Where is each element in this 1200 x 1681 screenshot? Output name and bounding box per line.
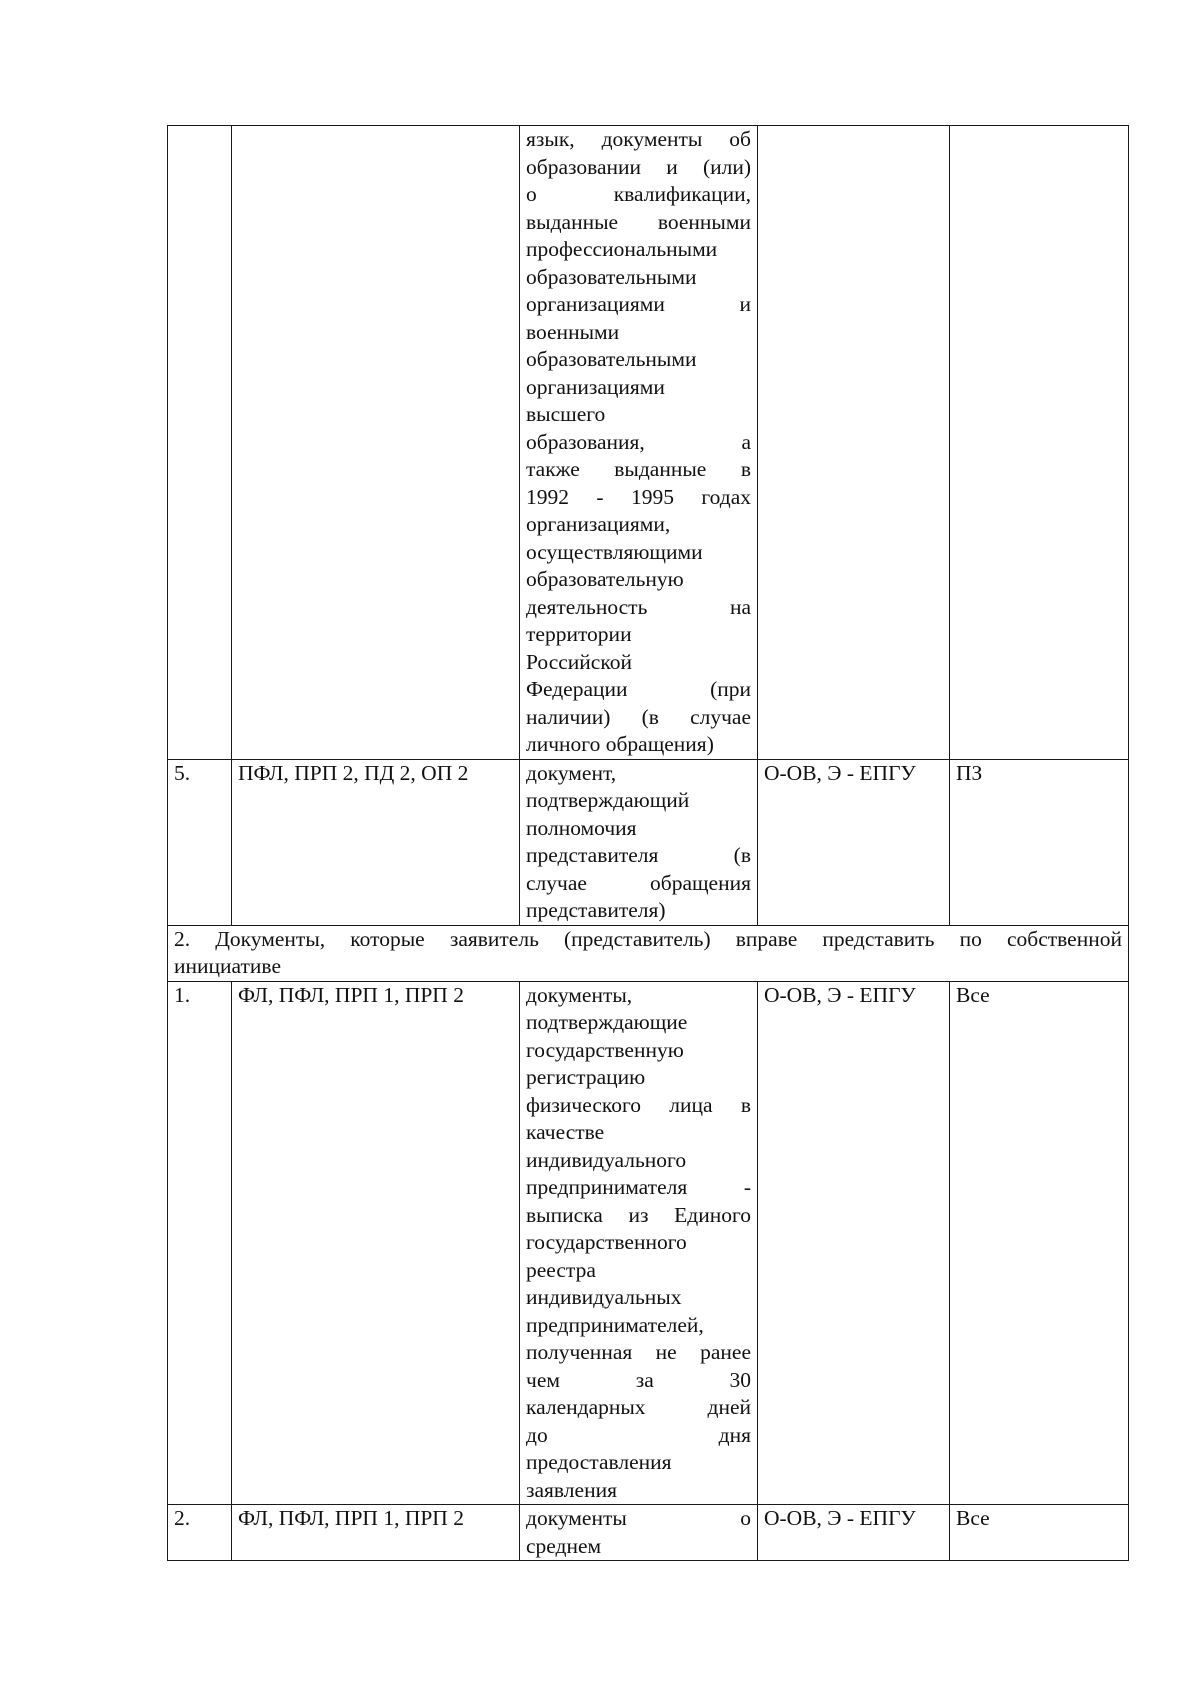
description-line: организациями и <box>526 292 751 316</box>
description-line: календарных дней <box>526 1395 751 1419</box>
description-line: реестра <box>526 1257 596 1282</box>
document-description-cell <box>520 759 758 925</box>
description-line: 1992 - 1995 годах <box>526 484 751 509</box>
table-row <box>168 1505 1129 1561</box>
row-number-cell: 1. <box>168 981 232 1505</box>
description-line: заявления <box>526 1477 617 1502</box>
description-line: чем за 30 <box>526 1367 751 1392</box>
description-line: Российской <box>526 649 632 674</box>
submission-method-cell: О-ОВ, Э - ЕПГУ <box>758 1505 950 1561</box>
description-line: образования, а <box>526 429 751 454</box>
row-number-cell: 2. <box>168 1505 232 1561</box>
applicability-cell: Все <box>950 1505 1129 1561</box>
description-line: подтверждающий <box>526 788 690 812</box>
description-line: полномочия <box>526 815 637 840</box>
description-line: качестве <box>526 1120 605 1144</box>
description-line: организациями, <box>526 512 671 536</box>
description-line: профессиональными <box>526 237 718 261</box>
description-line: осуществляющими <box>526 539 703 564</box>
section-header-row <box>168 925 1129 981</box>
applicant-categories-cell: ФЛ, ПФЛ, ПРП 1, ПРП 2 <box>232 1505 520 1561</box>
description-line: образовательными <box>526 347 697 371</box>
description-line: предпринимателей, <box>526 1312 704 1337</box>
description-line: документы, <box>526 982 633 1007</box>
description-line: выписка из Единого <box>526 1202 751 1227</box>
section-2-heading <box>168 925 1129 981</box>
description-line: индивидуального <box>526 1147 687 1172</box>
submission-method-cell: О-ОВ, Э - ЕПГУ <box>758 759 950 925</box>
description-line: до дня <box>526 1422 751 1447</box>
description-line: физического лица в <box>526 1092 751 1117</box>
description-line: язык, документы об <box>526 127 751 151</box>
document-description-cell <box>520 126 758 760</box>
description-line: военными <box>526 319 620 344</box>
description-line: представителя) <box>526 898 666 922</box>
description-line: организациями <box>526 374 665 399</box>
section-2-heading-line-2: инициативе <box>174 954 281 978</box>
description-line: о квалификации, <box>526 182 751 206</box>
description-line: образовательную <box>526 567 684 591</box>
applicant-categories-cell: ФЛ, ПФЛ, ПРП 1, ПРП 2 <box>232 981 520 1505</box>
row-number-cell <box>168 126 232 760</box>
description-line: подтверждающие <box>526 1010 688 1034</box>
description-line: случае обращения <box>526 870 751 895</box>
applicability-cell: Все <box>950 981 1129 1505</box>
description-line: территории <box>526 622 632 646</box>
document-description-cell <box>520 981 758 1505</box>
description-line: высшего <box>526 402 606 426</box>
submission-method-cell: О-ОВ, Э - ЕПГУ <box>758 981 950 1505</box>
documents-table-body <box>168 126 1129 1561</box>
description-line: деятельность на <box>526 594 751 619</box>
applicability-cell <box>950 126 1129 760</box>
applicant-categories-cell <box>232 126 520 760</box>
table-row <box>168 759 1129 925</box>
description-line: личного обращения) <box>526 732 714 756</box>
description-line: выданные военными <box>526 209 751 234</box>
description-line: также выданные в <box>526 457 751 481</box>
description-line: представителя (в <box>526 843 751 867</box>
section-2-heading-line-1: 2. Документы, которые заявитель (представитель) вправе представить по собственной <box>174 926 1122 951</box>
description-line: регистрацию <box>526 1065 646 1089</box>
row-number-cell: 5. <box>168 759 232 925</box>
table-row <box>168 126 1129 760</box>
description-line: среднем <box>526 1533 602 1558</box>
documents-table <box>167 125 1129 1561</box>
description-line: образовании и (или) <box>526 154 751 179</box>
description-line: полученная не ранее <box>526 1340 751 1364</box>
description-line: предоставления <box>526 1450 672 1474</box>
description-line: Федерации (при <box>526 677 751 701</box>
description-line: индивидуальных <box>526 1285 682 1309</box>
submission-method-cell <box>758 126 950 760</box>
description-line: наличии) (в случае <box>526 704 751 729</box>
applicability-cell: ПЗ <box>950 759 1129 925</box>
description-line: документы о <box>526 1506 751 1530</box>
description-line: предпринимателя - <box>526 1175 751 1199</box>
applicant-categories-cell: ПФЛ, ПРП 2, ПД 2, ОП 2 <box>232 759 520 925</box>
document-description-cell <box>520 1505 758 1561</box>
description-line: документ, <box>526 760 617 785</box>
table-row <box>168 981 1129 1505</box>
description-line: государственного <box>526 1230 687 1254</box>
description-line: государственную <box>526 1037 684 1062</box>
description-line: образовательными <box>526 264 697 289</box>
